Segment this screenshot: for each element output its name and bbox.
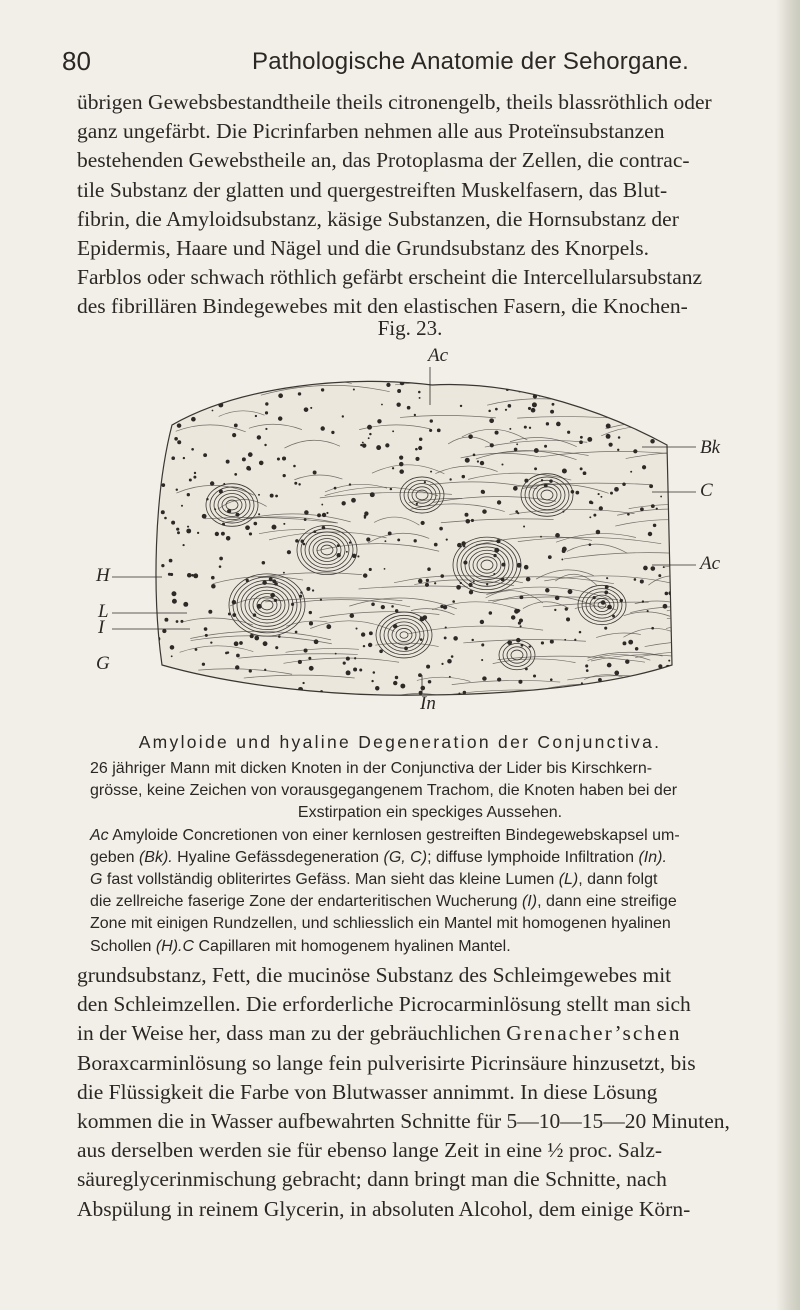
caption-line: grösse, keine Zeichen von vorausgegangenem Trachom, die Knoten haben bei der [90, 782, 678, 800]
text-line: fibrin, die Amyloidsubstanz, käsige Substanzen, die Hornsubstanz der [77, 206, 679, 231]
text-line: Farblos oder schwach röthlich gefärbt erscheint die Intercellularsubstanz [77, 265, 703, 290]
text-line: bestehenden Gewebstheile an, das Protoplasma der Zellen, die contrac- [77, 148, 690, 173]
text-line: des fibrillären Bindegewebes mit den elastischen Fasern, die Knochen- [77, 294, 688, 319]
page-number: 80 [62, 46, 91, 76]
text-line: tile Substanz der glatten und quergestreiften Muskelfasern, das Blut- [77, 177, 668, 202]
caption-line: geben (Bk). Hyaline Gefässdegeneration (G, C); diffuse lymphoide Infiltration (In). [90, 848, 667, 866]
figure-label-bk: Bk [700, 437, 721, 458]
caption-line: Exstirpation ein speckiges Aussehen. [297, 804, 563, 822]
figure-caption [90, 758, 770, 958]
figure-label-ac-right: Ac [700, 553, 721, 574]
figure-label-in: In [420, 693, 436, 714]
text-line: den Schleimzellen. Die erforderliche Picrocarminlösung stellt man sich [77, 992, 691, 1017]
text-line: die Flüssigkeit die Farbe von Blutwasser annimmt. In diese Lösung [77, 1079, 658, 1104]
figure-caption-title: Amyloide und hyaline Degeneration der Conjunctiva. [138, 732, 662, 752]
caption-line: Ac Amyloide Concretionen von einer kernlosen gestreiften Bindegewebskapsel um- [90, 826, 680, 844]
caption-line: G fast vollständig obliterirtes Gefäss. Man sieht das kleine Lumen (L), dann folgt [90, 871, 658, 889]
caption-line: 26 jähriger Mann mit dicken Knoten in der Conjunctiva der Lider bis Kirschkern- [90, 760, 653, 777]
text-line: ganz ungefärbt. Die Picrinfarben nehmen alle aus Proteïnsubstanzen [77, 119, 665, 144]
text-line: in der Weise her, dass man zu der gebräuchlichen Grenacher’schen [77, 1021, 682, 1046]
paragraph-upper [77, 88, 767, 322]
paragraph-lower [77, 961, 767, 1224]
caption-line: Zone mit einigen Rundzellen, und schliesslich ein Mantel mit homogenen hyalinen [90, 915, 671, 933]
figure-label-c: C [700, 480, 713, 501]
figure-number: Fig. 23. [377, 316, 443, 340]
text-line: Abspülung in reinem Glycerin, in absoluten Alcohol, dem einige Körn- [77, 1196, 691, 1221]
text-line: säureglycerinmischung gebracht; dann bringt man die Schnitte, nach [77, 1167, 667, 1192]
running-title: Pathologische Anatomie der Sehorgane. [252, 48, 690, 75]
figure-label-top-ac: Ac [428, 345, 449, 366]
tissue-outline [156, 381, 672, 695]
figure-label-i: I [98, 617, 105, 638]
text-line: übrigen Gewebsbestandtheile theils citronengelb, theils blassröthlich oder [77, 90, 712, 114]
text-line: kommen die in Wasser aufbewahrten Schnitte für 5—10—15—20 Minuten, [77, 1109, 730, 1134]
running-head [62, 46, 762, 76]
caption-line: die zellreiche faserige Zone der endarteritischen Wucherung (I), dann eine streifige [90, 893, 677, 911]
figure-label-h: H [96, 565, 110, 586]
figure-label-g: G [96, 653, 110, 674]
figure-label-l: L [98, 601, 109, 622]
histology-illustration [92, 335, 742, 715]
caption-line: Schollen (H).C Capillaren mit homogenem hyalinen Mantel. [90, 937, 511, 955]
figure-23 [92, 335, 742, 715]
text-line: grundsubstanz, Fett, die mucinöse Substanz des Schleimgewebes mit [77, 963, 672, 987]
text-line: Boraxcarminlösung so lange fein pulverisirte Picrinsäure hinzusetzt, bis [77, 1050, 696, 1075]
page-edge-shadow [776, 0, 800, 1310]
text-line: Epidermis, Haare und Nägel und die Grundsubstanz des Knorpels. [77, 236, 649, 261]
author-name: Grenacher’schen [506, 1021, 682, 1046]
text-line: aus derselben werden sie für ebenso lange Zeit in eine ½ proc. Salz- [77, 1138, 663, 1163]
